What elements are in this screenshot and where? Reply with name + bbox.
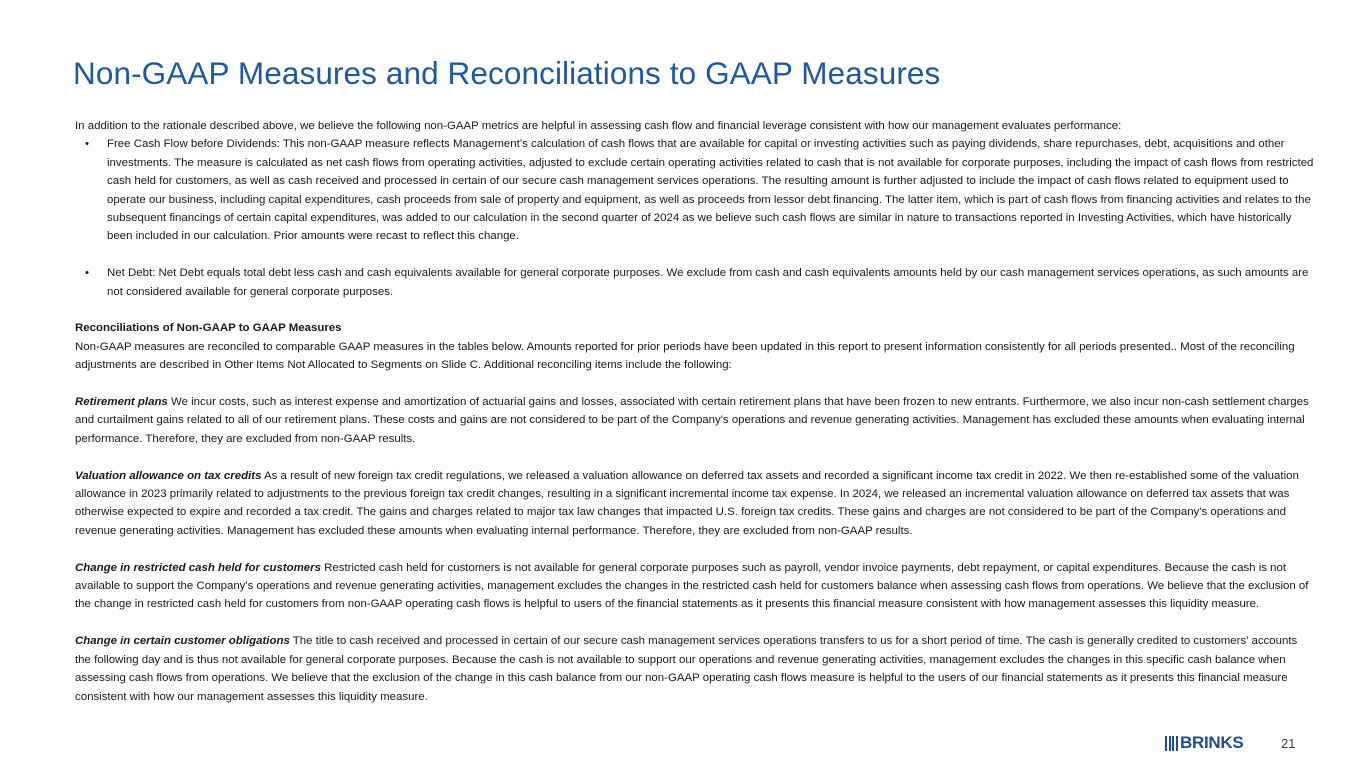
brinks-logo: [1165, 735, 1243, 751]
bullet-free-cash-flow: [75, 135, 1315, 245]
intro-paragraph: In addition to the rationale described above, we believe the following non-GAAP metrics are helpful in assessing cash flow and financial leverage consistent with how our management evaluates performance:: [75, 120, 1122, 132]
bullet-net-debt: [75, 264, 1315, 301]
body-content: [75, 117, 1315, 706]
logo-text: BRINKS: [1180, 733, 1244, 752]
spacer: [75, 246, 1315, 264]
item-term: Change in restricted cash held for customers: [75, 561, 321, 574]
bullet-marker: •: [85, 138, 90, 151]
item-text: Restricted cash held for customers is not available for general corporate purposes such as payroll, vendor invoice payments, debt repayment, or capital expenditures. Because the cash is not available to support the Company's operations and revenue generating activities, management excludes the changes in the restricted cash held for customers balance when assessing cash flows from operations. We believe that the exclusion of the change in restricted cash held for customers from non-GAAP operating cash flows is helpful to users of the financial statements as it presents this financial measure consistent with how management assesses this liquidity measure.: [75, 561, 1309, 611]
metrics-bullet-list: [75, 135, 1315, 301]
page-number: 21: [1281, 736, 1296, 751]
page-title: Non-GAAP Measures and Reconciliations to GAAP Measures: [73, 55, 941, 91]
reconciliations-text: Non-GAAP measures are reconciled to comparable GAAP measures in the tables below. Amounts reported for prior periods have been updated in this report to present information consistently for all periods presented.. Most of the reconciling adjustments are described in Other Items Not Allocated to Segments on Slide C. Additional reconciling items include the following:: [75, 340, 1295, 372]
item-text: As a result of new foreign tax credit regulations, we released a valuation allowance on deferred tax assets and recorded a significant income tax credit in 2022. We then re-established some of the valuation allowance in 2023 primarily related to adjustments to the previous foreign tax credit changes, resulting in a significant incremental income tax expense. In 2024, we released an incremental valuation allowance on deferred tax assets that was otherwise expected to expire and recorded a tax credit. The gains and charges related to major tax law changes that impacted U.S. foreign tax credits. These gains and charges are not considered to be part of the Company's operations and revenue generating activities. Management has excluded these amounts when evaluating internal performance. Therefore, they are excluded from non-GAAP results.: [75, 469, 1299, 537]
logo-bars-icon: [1165, 736, 1179, 751]
item-restricted-cash: [75, 559, 1315, 614]
spacer: [75, 375, 1315, 393]
spacer: [75, 540, 1315, 558]
item-term: Retirement plans: [75, 396, 168, 409]
item-text: The title to cash received and processed in certain of our secure cash management services operations transfers to us for a short period of time. The cash is generally credited to customers’ accounts the following day and is thus not available for general corporate purposes. Because the cash is not available to support our operations and revenue generating activities, management excludes the changes in this specific cash balance when assessing cash flows from operations. We believe that the exclusion of the change in this cash balance from our non-GAAP operating cash flows measure is helpful to the users of our financial statements as it presents this financial measure consistent with how our management assesses this liquidity measure.: [75, 635, 1298, 703]
item-term: Change in certain customer obligations: [75, 635, 290, 648]
spacer: [75, 448, 1315, 466]
item-term: Valuation allowance on tax credits: [75, 469, 262, 482]
spacer: [75, 614, 1315, 632]
item-retirement-plans: [75, 393, 1315, 448]
item-text: We incur costs, such as interest expense and amortization of actuarial gains and losses, associated with certain retirement plans that have been frozen to new entrants. Furthermore, we also incur non-cash settlement charges and curtailment gains related to all of our retirement plans. These costs and gains are not considered to be part of the Company's operations and revenue generating activities. Management has excluded these amounts when evaluating internal performance. Therefore, they are excluded from non-GAAP results.: [75, 396, 1309, 445]
item-customer-obligations: [75, 632, 1315, 706]
bullet-text: Free Cash Flow before Dividends: This non-GAAP measure reflects Management’s calculation of cash flows that are available for capital or investing activities such as paying dividends, share repurchases, debt, acquisitions and other investments. The measure is calculated as net cash flows from operating activities, adjusted to exclude certain operating activities related to cash that is not available for corporate purposes, including the impact of cash flows from restricted cash held for customers, as well as cash received and processed in certain of our secure cash management services operations. The resulting amount is further adjusted to include the impact of cash flows related to equipment used to operate our business, including capital expenditures, cash proceeds from sale of property and equipment, as well as proceeds from lessor debt financing. The latter item, which is part of cash flows from financing activities and relates to the subsequent financings of certain capital expenditures, was added to our calculation in the second quarter of 2024 as we believe such cash flows are similar in nature to transactions reported in Investing Activities, which have historically been included in our calculation. Prior amounts were recast to reflect this change.: [107, 138, 1314, 243]
spacer: [75, 301, 1315, 319]
bullet-text: Net Debt: Net Debt equals total debt less cash and cash equivalents available for general corporate purposes. We exclude from cash and cash equivalents amounts held by our cash management services operations, as such amounts are not considered available for general corporate purposes.: [107, 267, 1309, 298]
bullet-marker: •: [85, 267, 90, 280]
reconciliations-heading: Reconciliations of Non-GAAP to GAAP Measures: [75, 322, 342, 335]
item-valuation-allowance: [75, 467, 1315, 541]
